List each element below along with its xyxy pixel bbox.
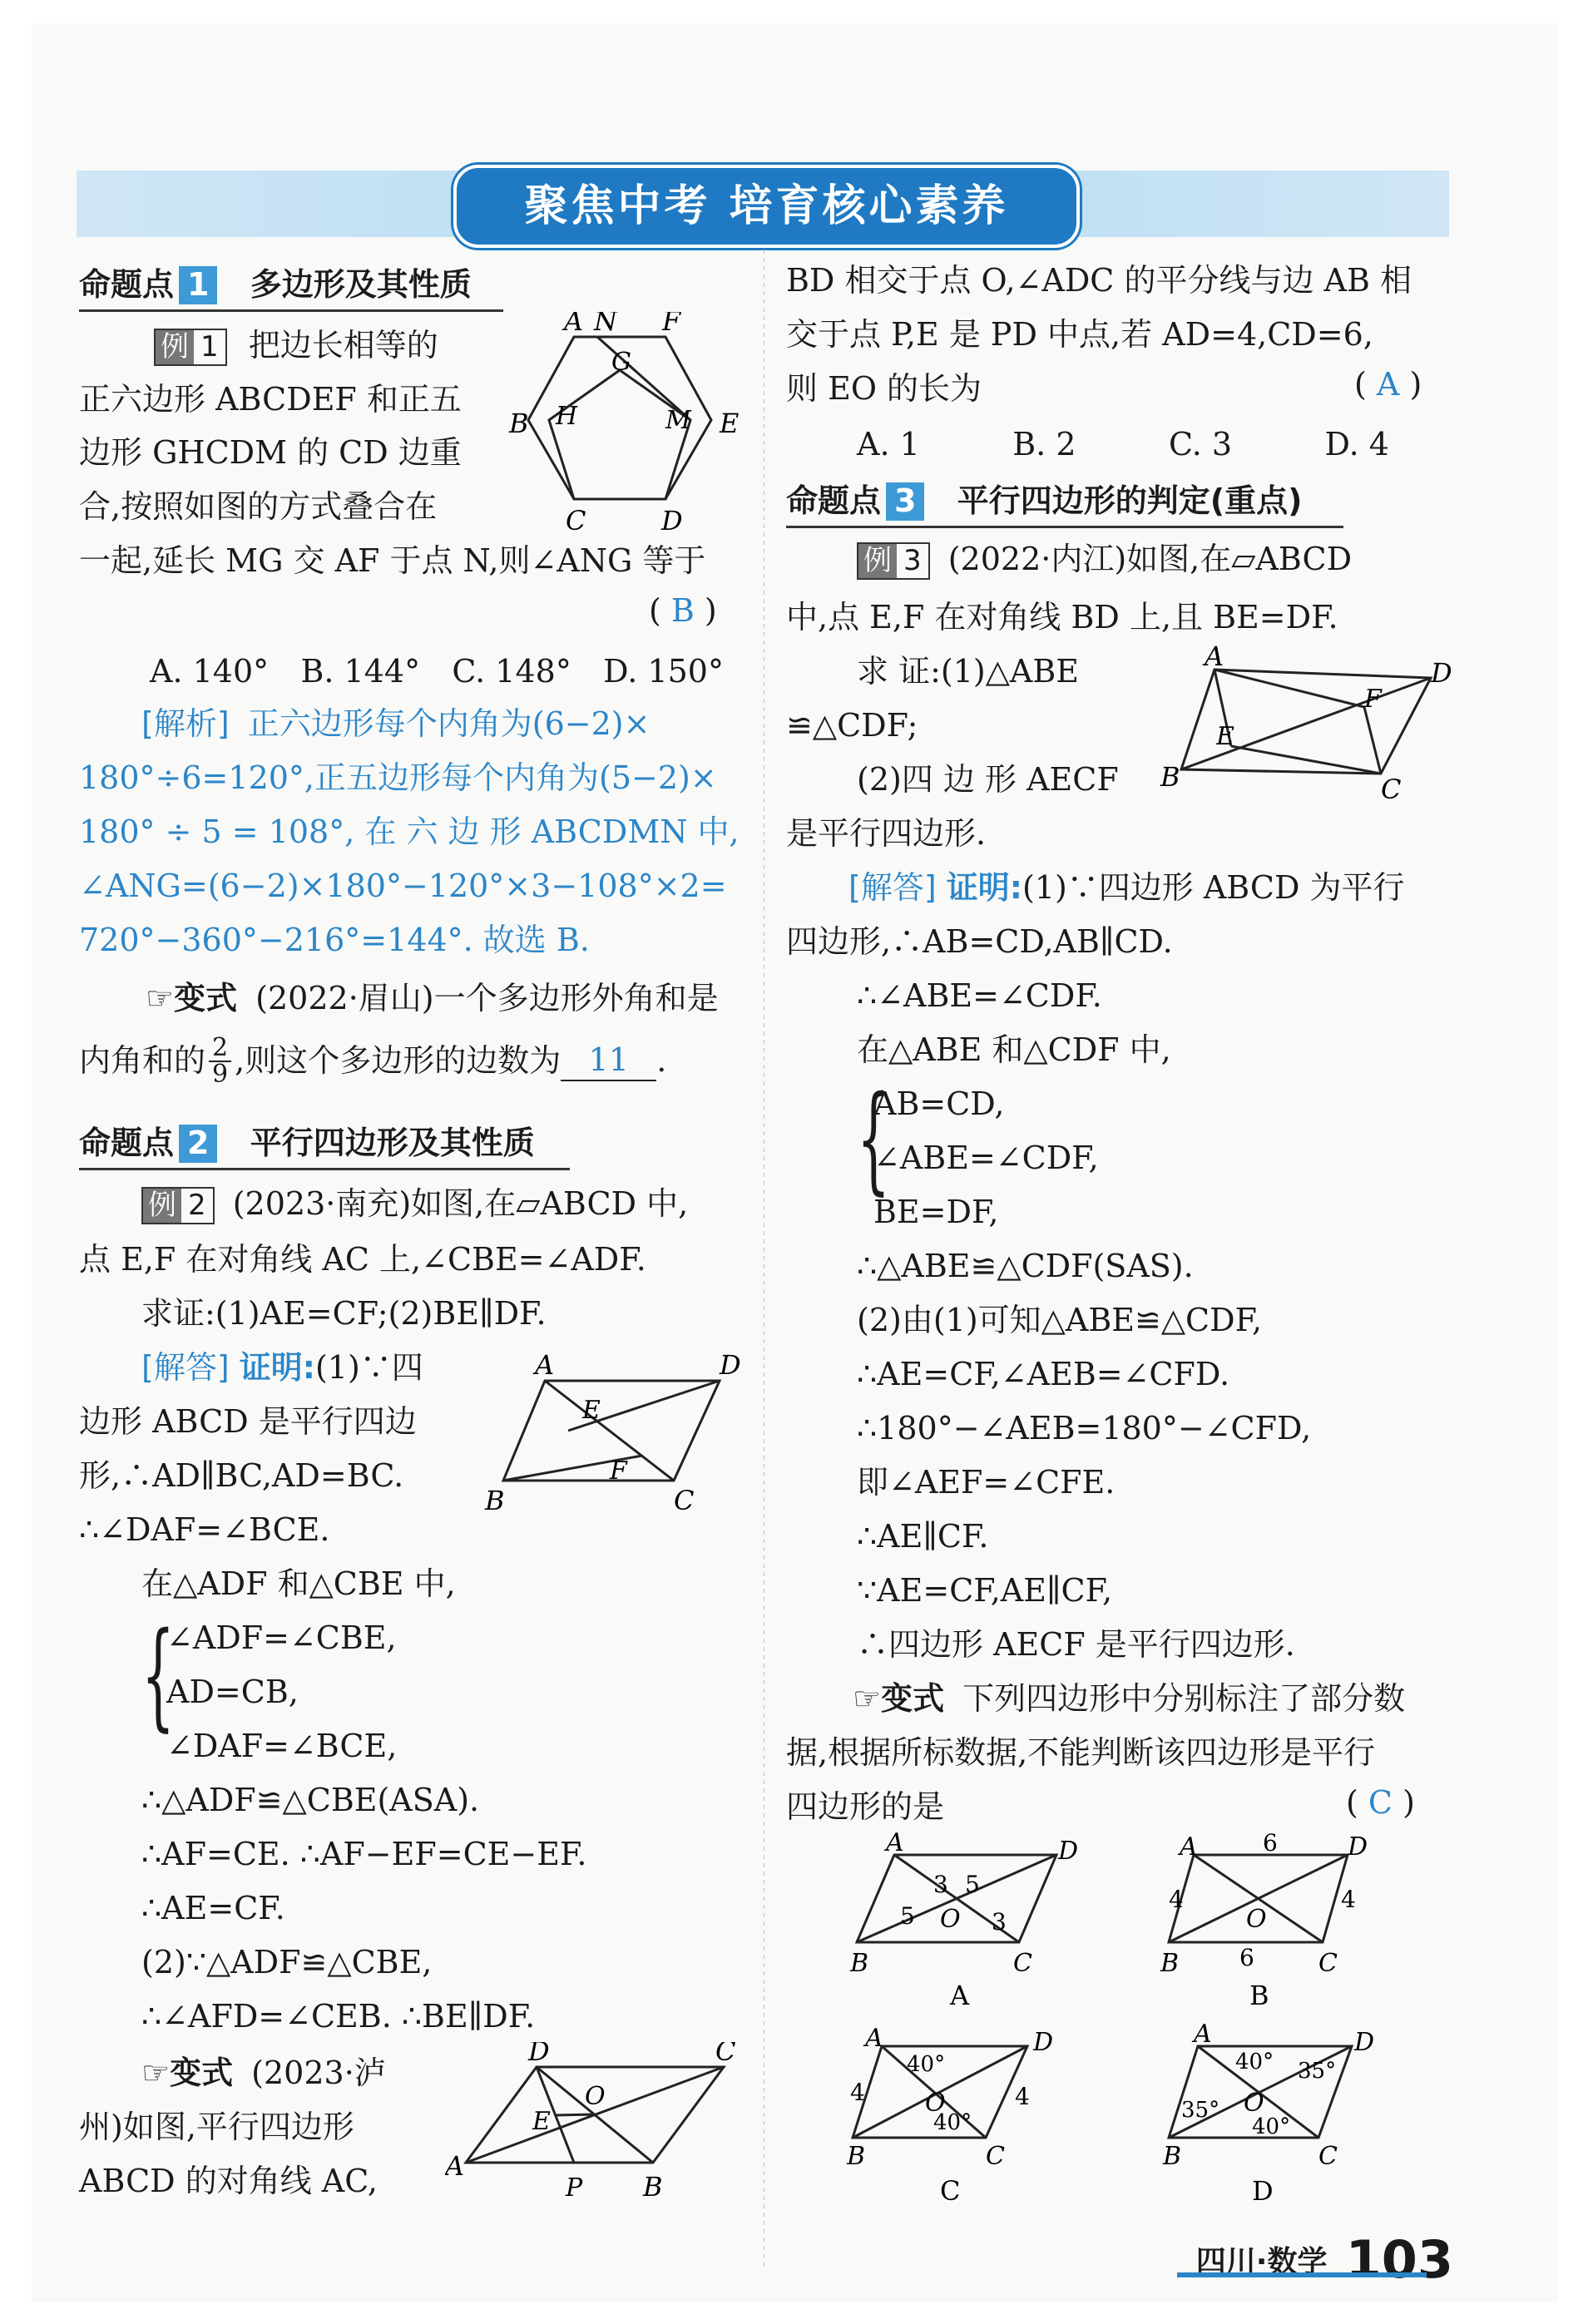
continued-line-2: 交于点 P,E 是 PD 中点,若 AD=4,CD=6, [786, 316, 1373, 353]
svg-text:B: B [1163, 2142, 1182, 2171]
example-2-solution-9: ∴△ADF≌△CBE(ASA). [141, 1782, 480, 1818]
example-3-solution-8: ∴△ABE≌△CDF(SAS). [857, 1248, 1194, 1284]
svg-text:C: C [1318, 1949, 1338, 1978]
svg-text:6: 6 [1263, 1829, 1278, 1857]
example-3-solution-5: AB=CD, [873, 1085, 1005, 1122]
continued-options: A. 1 B. 2 C. 3 D. 4 [857, 426, 1389, 462]
svg-text:O: O [1244, 2089, 1264, 2118]
svg-text:O: O [585, 2082, 606, 2111]
example-2-solution-5: 在△ADF 和△CBE 中, [141, 1565, 456, 1602]
svg-text:B: B [850, 1949, 869, 1978]
label-N: N [594, 312, 617, 337]
example-3-solution-6: ∠ABE=∠CDF, [873, 1140, 1099, 1176]
svg-text:35°: 35° [1298, 2059, 1337, 2084]
continued-answer: ( A ) [1354, 366, 1422, 403]
example-3-line-3: 求 证:(1)△ABE [857, 653, 1080, 690]
label-H: H [556, 402, 578, 431]
option-d: D. 150° [603, 653, 724, 690]
svg-text:O: O [925, 2089, 946, 2118]
analysis-line-1: [解析] 正六边形每个内角为(6−2)× [141, 705, 651, 742]
topic-underline [79, 309, 503, 312]
svg-text:C: C [1381, 774, 1402, 805]
example-2-solution-6: ∠ADF=∠CBE, [166, 1619, 397, 1656]
parallelogram-figure-ex2 [470, 1339, 753, 1530]
page-footer [1196, 2229, 1453, 2290]
svg-text:D: D [1252, 2175, 1274, 2207]
svg-text:A: A [886, 1828, 904, 1857]
label-G: G [611, 348, 631, 377]
svg-text:A: A [865, 2024, 883, 2053]
variant-1-line-1: ☞变式 (2022·眉山)一个多边形外角和是 [146, 980, 719, 1016]
option-b-figure [1156, 1826, 1414, 2017]
svg-text:B: B [847, 2142, 866, 2171]
example-3-solution-10: ∴AE=CF,∠AEB=∠CFD. [857, 1356, 1230, 1392]
parallelogram-figure-ex3 [1156, 645, 1464, 811]
example-2-solution-2: 边形 ABCD 是平行四边 [79, 1403, 417, 1440]
svg-text:A: A [445, 2150, 465, 2182]
example-2-line-2: 点 E,F 在对角线 AC 上,∠CBE=∠ADF. [79, 1241, 646, 1278]
svg-text:4: 4 [1169, 1886, 1184, 1913]
parallelogram-figure-variant2 [445, 2042, 753, 2208]
svg-text:D: D [720, 1349, 741, 1381]
example-3-solution-13: ∴AE∥CF. [857, 1518, 989, 1555]
svg-text:3: 3 [933, 1871, 948, 1898]
option-c-figure [840, 2021, 1090, 2213]
variant-2-line-3: ABCD 的对角线 AC, [79, 2163, 378, 2199]
analysis-line-4: ∠ANG=(6−2)×180°−120°×3−108°×2= [79, 868, 727, 904]
svg-text:F: F [610, 1456, 627, 1486]
svg-text:A: A [950, 1980, 970, 2011]
example-3-line-2: 中,点 E,F 在对角线 BD 上,且 BE=DF. [786, 599, 1338, 635]
fraction: 2 9 [209, 1036, 231, 1087]
variant-3-line-1: ☞变式 下列四边形中分别标注了部分数 [853, 1680, 1406, 1717]
svg-text:C: C [1013, 1949, 1032, 1978]
svg-text:40°: 40° [907, 2052, 946, 2077]
svg-text:E: E [1216, 722, 1234, 751]
variant-1-line-2: 内角和的 2 9 ,则这个多边形的边数为 11 . [79, 1033, 667, 1089]
example-2-solution-8: ∠DAF=∠BCE, [166, 1728, 398, 1764]
svg-text:D: D [1348, 1832, 1368, 1862]
svg-text:A: A [535, 1349, 555, 1381]
option-a-figure [840, 1826, 1090, 2017]
variant-3-line-3: 四边形的是 [786, 1788, 945, 1825]
example-2-solution-4: ∴∠DAF=∠BCE. [79, 1511, 330, 1548]
svg-text:C: C [986, 2142, 1005, 2171]
label-E: E [720, 408, 740, 439]
example-tag: 例 1 [154, 329, 227, 366]
topic-number: 1 [179, 266, 217, 304]
example-1-options [150, 653, 724, 691]
topic-1-heading [79, 266, 472, 304]
example-3-line-1: 例 3 (2022·内江)如图,在▱ABCD [857, 541, 1352, 580]
analysis-line-2: 180°÷6=120°,正五边形每个内角为(5−2)× [79, 759, 717, 796]
svg-text:B: B [1160, 761, 1180, 793]
example-3-line-6: 是平行四边形. [786, 815, 987, 852]
option-d-figure [1156, 2021, 1414, 2213]
brace: { [857, 1071, 891, 1207]
option-a: A. 140° [150, 653, 270, 690]
svg-text:B: B [1160, 1949, 1180, 1978]
example-3-solution-7: BE=DF, [873, 1194, 999, 1230]
continued-line-3: 则 EO 的长为 [786, 370, 982, 407]
svg-text:P: P [566, 2173, 583, 2203]
example-3-line-5: (2)四 边 形 AECF [857, 761, 1119, 798]
svg-text:D: D [1058, 1837, 1079, 1866]
svg-text:C: C [715, 2042, 736, 2067]
label-D: D [661, 505, 683, 536]
svg-text:5: 5 [900, 1902, 915, 1930]
continued-line-1: BD 相交于点 O,∠ADC 的平分线与边 AB 相 [786, 262, 1412, 299]
variant-answer: 11 [561, 1041, 656, 1081]
variant-2-line-1: ☞变式 (2023·泸 [141, 2055, 386, 2091]
variant-2-line-2: 州)如图,平行四边形 [79, 2109, 354, 2145]
svg-text:B: B [485, 1485, 505, 1516]
svg-text:4: 4 [1015, 2083, 1030, 2110]
variant-3-line-2: 据,根据所标数据,不能判断该四边形是平行 [786, 1734, 1376, 1771]
svg-text:O: O [1246, 1905, 1267, 1934]
analysis-line-3: 180° ÷ 5 = 108°, 在 六 边 形 ABCDMN 中, [79, 813, 740, 850]
hexagon-pentagon-figure [499, 312, 749, 545]
svg-text:E: E [582, 1396, 601, 1425]
svg-text:C: C [940, 2175, 961, 2207]
topic-underline [79, 1168, 570, 1170]
example-2-solution-1: [解答] 证明:(1)∵四 [141, 1349, 423, 1386]
label-M: M [665, 406, 691, 435]
label-B: B [509, 408, 529, 439]
label-F: F [662, 312, 681, 337]
region-label: 四川·数学 [1195, 2245, 1328, 2279]
svg-text:A: A [1194, 2021, 1212, 2049]
option-c: C. 148° [452, 653, 571, 690]
variant-3-answer: ( C ) [1346, 1784, 1415, 1821]
topic-3-heading: 命题点 3 平行四边形的判定(重点) [786, 482, 1303, 519]
svg-text:F: F [1364, 685, 1382, 714]
svg-text:D: D [1431, 657, 1452, 689]
variant-tag: ☞变式 [146, 980, 238, 1016]
example-3-line-4: ≌△CDF; [786, 707, 918, 744]
svg-text:C: C [1318, 2142, 1338, 2171]
topic-2-heading: 命题点 2 平行四边形及其性质 [79, 1125, 535, 1161]
example-3-solution-12: 即∠AEF=∠CFE. [857, 1464, 1116, 1501]
svg-text:E: E [532, 2107, 551, 2136]
analysis-tag: [解析] [141, 705, 230, 742]
example-3-solution-11: ∴180°−∠AEB=180°−∠CFD, [857, 1410, 1312, 1446]
example-2-line-1: 例 2 (2023·南充)如图,在▱ABCD 中, [141, 1185, 688, 1224]
svg-text:O: O [940, 1905, 961, 1934]
svg-text:B: B [643, 2171, 663, 2203]
example-1-line-3: 边形 GHCDM 的 CD 边重 [79, 434, 462, 471]
example-2-solution-10: ∴AF=CE. ∴AF−EF=CE−EF. [141, 1836, 587, 1872]
svg-text:D: D [1354, 2028, 1375, 2057]
example-3-solution-2: 四边形,∴AB=CD,AB∥CD. [786, 923, 1173, 960]
example-2-solution-7: AD=CB, [166, 1674, 299, 1710]
topic-label: 命题点 [79, 266, 175, 303]
svg-text:6: 6 [1239, 1944, 1254, 1971]
example-3-solution-14: ∵AE=CF,AE∥CF, [857, 1572, 1113, 1609]
example-3-solution-4: 在△ABE 和△CDF 中, [857, 1031, 1171, 1068]
banner-title: 聚焦中考 培育核心素养 [453, 165, 1080, 248]
svg-text:35°: 35° [1181, 2098, 1220, 2123]
example-1-line-4: 合,按照如图的方式叠合在 [79, 488, 438, 525]
example-3-solution-15: ∴四边形 AECF 是平行四边形. [857, 1626, 1295, 1663]
svg-text:4: 4 [1341, 1886, 1356, 1913]
example-1-line-1: 例 1 把边长相等的 [154, 327, 438, 366]
topic-underline [786, 526, 1343, 528]
example-2-solution-12: (2)∵△ADF≌△CBE, [141, 1944, 433, 1980]
page-number: 103 [1345, 2229, 1453, 2290]
svg-text:40°: 40° [1235, 2050, 1274, 2074]
svg-text:B: B [1249, 1980, 1269, 2011]
example-3-solution-3: ∴∠ABE=∠CDF. [857, 977, 1102, 1014]
svg-text:5: 5 [965, 1871, 980, 1898]
footer-underline [1177, 2272, 1427, 2277]
label-C: C [566, 505, 586, 536]
example-1-line-5: 一起,延长 MG 交 AF 于点 N,则∠ANG 等于 [79, 542, 706, 579]
svg-text:A: A [1180, 1832, 1198, 1862]
svg-text:40°: 40° [1252, 2114, 1291, 2139]
example-1-answer: ( B ) [649, 592, 717, 629]
svg-text:3: 3 [992, 1908, 1007, 1936]
example-3-solution-1: [解答] 证明:(1)∵四边形 ABCD 为平行 [848, 869, 1405, 906]
svg-text:4: 4 [850, 2079, 865, 2106]
analysis-line-5: 720°−360°−216°=144°. 故选 B. [79, 922, 590, 958]
brace: { [141, 1608, 176, 1743]
example-1-line-2: 正六边形 ABCDEF 和正五 [79, 381, 462, 418]
example-3-solution-9: (2)由(1)可知△ABE≌△CDF, [857, 1302, 1263, 1338]
example-2-line-3: 求证:(1)AE=CF;(2)BE∥DF. [141, 1295, 547, 1332]
example-2-solution-3: 形,∴AD∥BC,AD=BC. [79, 1457, 404, 1494]
svg-text:C: C [674, 1485, 695, 1516]
example-2-solution-11: ∴AE=CF. [141, 1890, 285, 1926]
option-b: B. 144° [300, 653, 421, 690]
svg-text:D: D [1033, 2028, 1054, 2057]
label-A: A [564, 312, 584, 337]
svg-text:A: A [1205, 645, 1224, 672]
example-2-solution-13: ∴∠AFD=∠CEB. ∴BE∥DF. [141, 1998, 536, 2035]
svg-text:D: D [528, 2042, 550, 2067]
svg-text:40°: 40° [933, 2110, 972, 2135]
topic-title: 多边形及其性质 [250, 266, 472, 303]
